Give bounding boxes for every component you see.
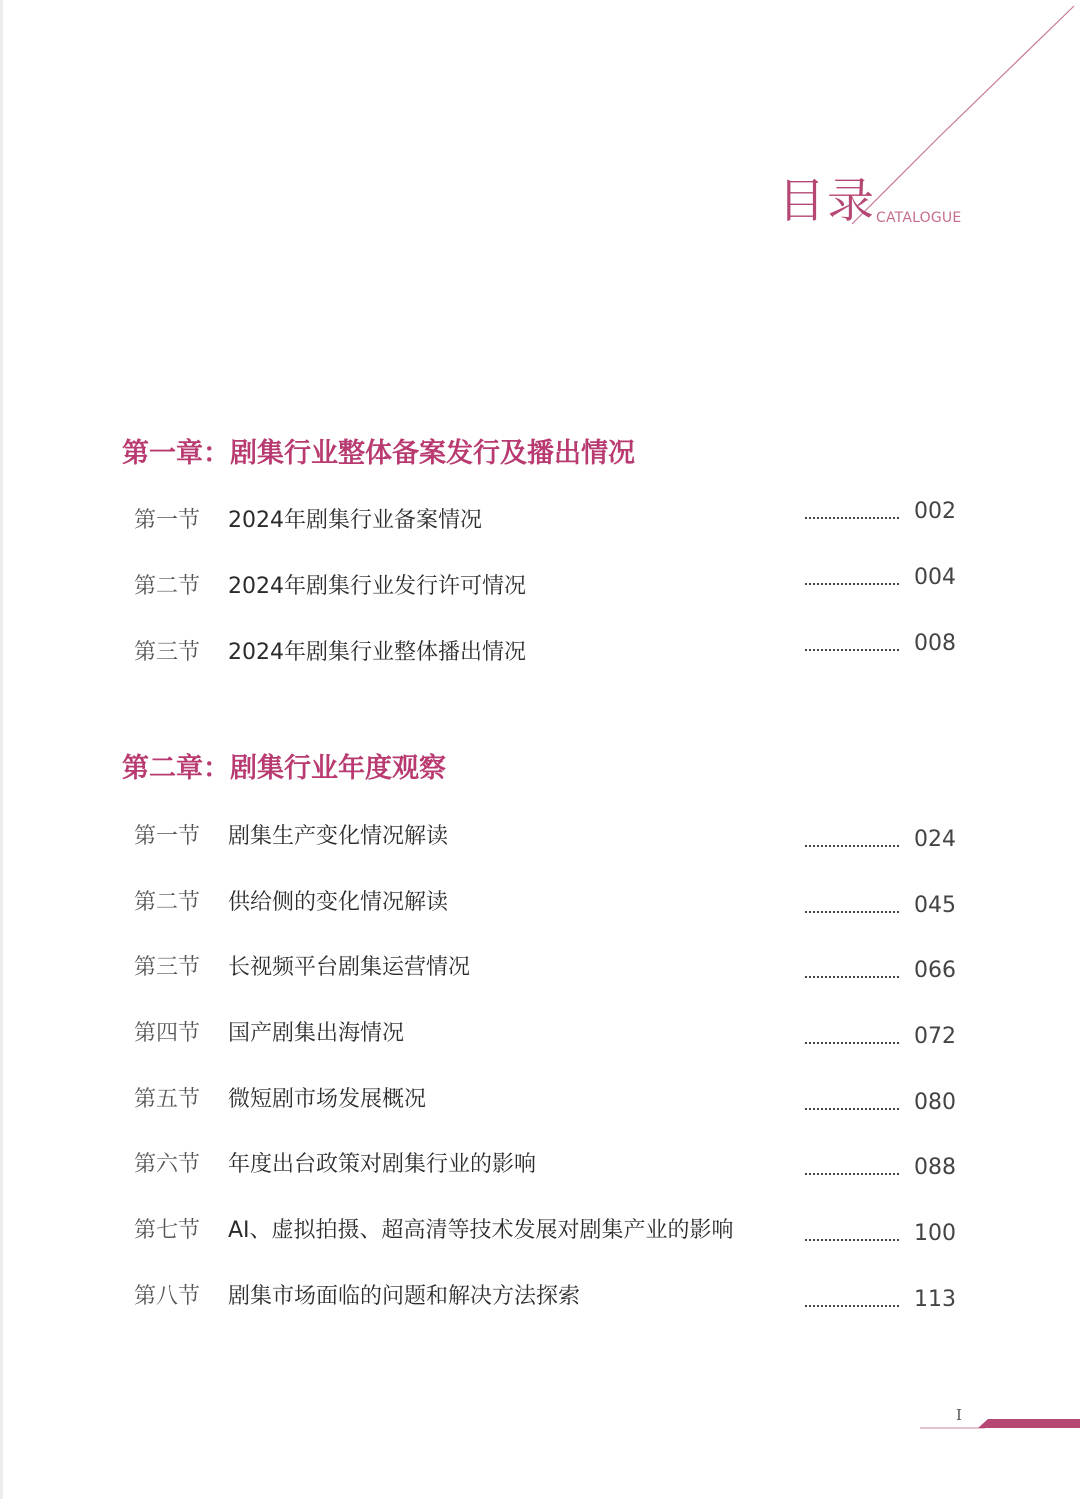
dot-leader bbox=[805, 1042, 899, 1044]
toc-entry-ch2-s5[interactable] bbox=[0, 1083, 1080, 1123]
dot-leader bbox=[805, 1173, 899, 1175]
section-number: 第三节 bbox=[134, 640, 201, 665]
diagonal-line-upper bbox=[940, 6, 1074, 136]
section-title: 2024年剧集行业发行许可情况 bbox=[228, 574, 526, 599]
section-title: 年度出台政策对剧集行业的影响 bbox=[228, 1152, 537, 1177]
section-number: 第四节 bbox=[134, 1021, 201, 1046]
page-number: 024 bbox=[914, 827, 956, 852]
section-title: 2024年剧集行业整体播出情况 bbox=[228, 640, 526, 665]
section-number: 第六节 bbox=[134, 1152, 201, 1177]
section-title: 剧集生产变化情况解读 bbox=[228, 824, 449, 849]
section-title: AI、虚拟拍摄、超高清等技术发展对剧集产业的影响 bbox=[228, 1218, 734, 1243]
section-number: 第二节 bbox=[134, 574, 201, 599]
section-title: 剧集市场面临的问题和解决方法探索 bbox=[228, 1284, 581, 1309]
dot-leader bbox=[805, 1239, 899, 1241]
chapter-2-heading[interactable]: 第二章：剧集行业年度观察 bbox=[122, 753, 446, 784]
section-title: 微短剧市场发展概况 bbox=[228, 1087, 427, 1112]
toc-entry-ch1-s3[interactable] bbox=[0, 631, 1080, 676]
dot-leader bbox=[805, 976, 899, 978]
toc-entry-ch2-s8[interactable] bbox=[0, 1280, 1080, 1320]
toc-entry-ch1-s2[interactable] bbox=[0, 565, 1080, 610]
page-number: 045 bbox=[914, 893, 956, 918]
toc-entry-ch2-s3[interactable] bbox=[0, 951, 1080, 991]
toc-entry-ch1-s1[interactable] bbox=[0, 499, 1080, 544]
section-title: 2024年剧集行业备案情况 bbox=[228, 508, 482, 533]
section-number: 第八节 bbox=[134, 1284, 201, 1309]
section-title: 长视频平台剧集运营情况 bbox=[228, 955, 471, 980]
section-number: 第三节 bbox=[134, 955, 201, 980]
page-number: 088 bbox=[914, 1155, 956, 1180]
toc-entry-ch2-s4[interactable] bbox=[0, 1017, 1080, 1057]
dot-leader bbox=[805, 1305, 899, 1307]
toc-entry-ch2-s2[interactable] bbox=[0, 886, 1080, 926]
footer-accent-bar bbox=[978, 1419, 1080, 1428]
dot-leader bbox=[805, 845, 899, 847]
section-title: 供给侧的变化情况解读 bbox=[228, 890, 449, 915]
catalogue-subtitle: CATALOGUE bbox=[876, 210, 962, 226]
page-number: 113 bbox=[914, 1287, 956, 1312]
dot-leader bbox=[805, 583, 899, 585]
section-number: 第五节 bbox=[134, 1087, 201, 1112]
dot-leader bbox=[805, 517, 899, 519]
catalogue-title: 目录 bbox=[778, 174, 876, 229]
section-number: 第一节 bbox=[134, 508, 201, 533]
toc-entry-ch2-s1[interactable] bbox=[0, 820, 1080, 860]
dot-leader bbox=[805, 649, 899, 651]
page-number: 008 bbox=[914, 631, 956, 656]
page-number: 004 bbox=[914, 565, 956, 590]
page-number: 066 bbox=[914, 958, 956, 983]
section-number: 第二节 bbox=[134, 890, 201, 915]
page-number: 080 bbox=[914, 1090, 956, 1115]
page-number: 002 bbox=[914, 499, 956, 524]
toc-entry-ch2-s6[interactable] bbox=[0, 1148, 1080, 1188]
section-number: 第一节 bbox=[134, 824, 201, 849]
page-folio: I bbox=[956, 1406, 962, 1424]
page-number: 100 bbox=[914, 1221, 956, 1246]
toc-entry-ch2-s7[interactable] bbox=[0, 1214, 1080, 1254]
section-number: 第七节 bbox=[134, 1218, 201, 1243]
dot-leader bbox=[805, 1108, 899, 1110]
section-title: 国产剧集出海情况 bbox=[228, 1021, 405, 1046]
chapter-1-heading[interactable]: 第一章：剧集行业整体备案发行及播出情况 bbox=[122, 438, 635, 469]
dot-leader bbox=[805, 911, 899, 913]
page-number: 072 bbox=[914, 1024, 956, 1049]
